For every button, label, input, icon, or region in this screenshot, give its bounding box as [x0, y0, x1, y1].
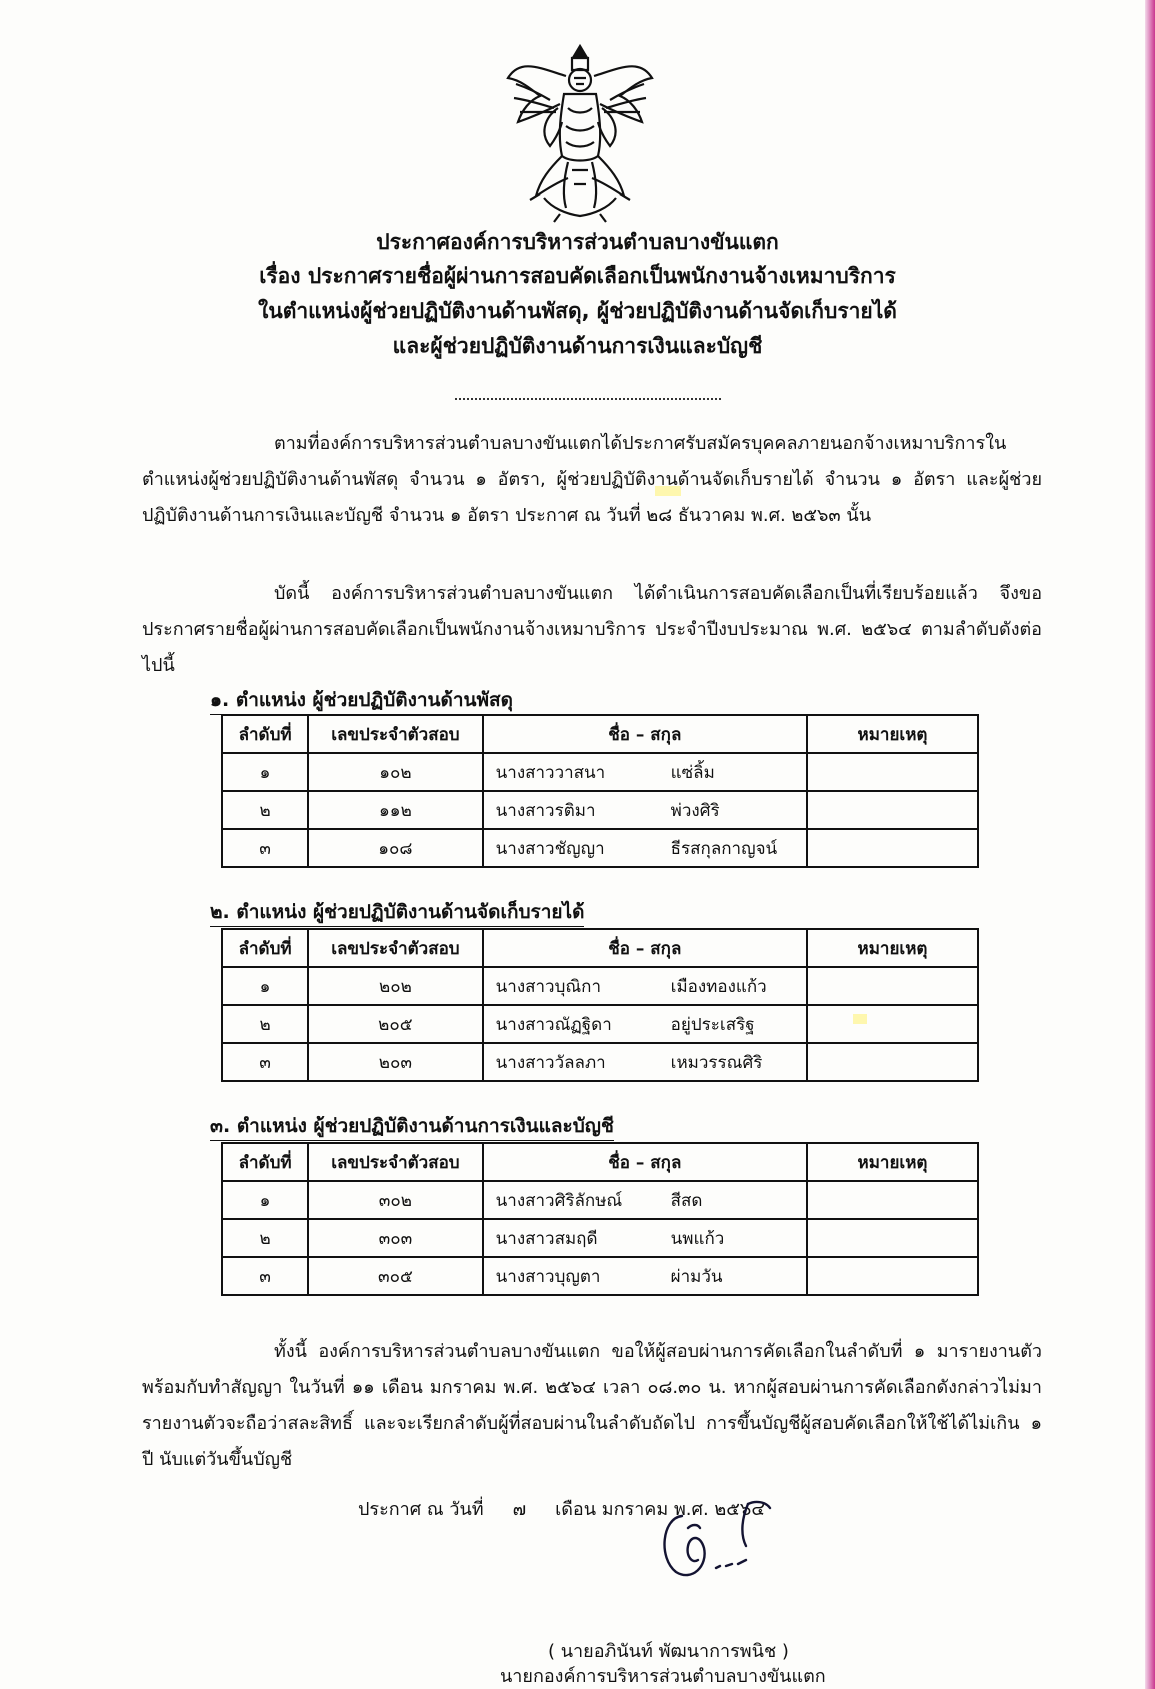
cell-remark: [807, 1181, 978, 1219]
table-row: [222, 829, 978, 867]
last-name: สีสด: [670, 1190, 703, 1211]
col-order: ลำดับที่: [222, 1143, 308, 1181]
table-row: [222, 1181, 978, 1219]
table-row: [222, 967, 978, 1005]
cell-order: ๒: [222, 791, 308, 829]
intro-text: ตามที่องค์การบริหารส่วนตำบลบางขันแตกได้ประกาศรับสมัครบุคคลภายนอกจ้างเหมาบริการในตำแหน่งผู้ช่วยปฏิบัติงานด้านพัสดุ จำนวน ๑ อัตรา, ผู้ช่วยปฏิบัติงานด้านจัดเก็บรายได้ จำนวน ๑ อัตรา และผู้ช่วยปฏิบัติงานด้านการเงินและบัญชี จำนวน ๑ อัตรา ประกาศ ณ วันที่ ๒๘ ธันวาคม พ.ศ. ๒๕๖๓ นั้น: [142, 433, 1042, 526]
announce-prefix: ประกาศ ณ วันที่: [358, 1499, 484, 1520]
last-name: เหมวรรณศิริ: [670, 1052, 763, 1073]
section-title-1: ๑. ตำแหน่ง ผู้ช่วยปฏิบัติงานด้านพัสดุ: [210, 686, 513, 715]
last-name: ธีรสกุลกาญจน์: [670, 838, 778, 859]
first-name: นางสาวชัญญา: [495, 838, 605, 859]
results-table-3: [221, 1142, 979, 1296]
cell-name: [483, 1181, 807, 1219]
cell-exam-id: ๑๐๒: [308, 753, 483, 791]
highlight-mark: [853, 1014, 867, 1024]
announce-day: ๗: [512, 1499, 527, 1520]
col-remark: หมายเหตุ: [807, 929, 978, 967]
cell-exam-id: ๓๐๓: [308, 1219, 483, 1257]
cell-remark: [807, 967, 978, 1005]
last-name: แซ่ลิ้ม: [670, 762, 715, 783]
last-name: นพแก้ว: [670, 1228, 725, 1249]
table-header-row: [222, 929, 978, 967]
first-name: นางสาวสมฤดี: [495, 1228, 598, 1249]
table-row: [222, 1043, 978, 1081]
cell-order: ๒: [222, 1219, 308, 1257]
col-order: ลำดับที่: [222, 929, 308, 967]
cell-name: [483, 1005, 807, 1043]
first-name: นางสาวศิริลักษณ์: [495, 1190, 623, 1211]
col-remark: หมายเหตุ: [807, 715, 978, 753]
cell-order: ๑: [222, 753, 308, 791]
last-name: พ่วงศิริ: [670, 800, 720, 821]
table-header-row: [222, 1143, 978, 1181]
cell-remark: [807, 1257, 978, 1295]
first-name: นางสาวรติมา: [495, 800, 596, 821]
table-row: [222, 1005, 978, 1043]
results-table-2: [221, 928, 979, 1082]
cell-remark: [807, 791, 978, 829]
cell-remark: [807, 1219, 978, 1257]
first-name: นางสาวบุณิกา: [495, 976, 601, 997]
cell-name: [483, 1219, 807, 1257]
last-name: ผ่ามวัน: [670, 1266, 723, 1287]
table-row: [222, 791, 978, 829]
section-title-2: ๒. ตำแหน่ง ผู้ช่วยปฏิบัติงานด้านจัดเก็บรายได้: [210, 898, 584, 927]
closing-paragraph: [142, 1334, 1042, 1478]
cell-exam-id: ๓๐๒: [308, 1181, 483, 1219]
cell-name: [483, 1257, 807, 1295]
announce-text: บัดนี้ องค์การบริหารส่วนตำบลบางขันแตก ได้ดำเนินการสอบคัดเลือกเป็นที่เรียบร้อยแล้ว จึงขอประกาศรายชื่อผู้ผ่านการสอบคัดเลือกเป็นพนักงานจ้างเหมาบริการ ประจำปีงบประมาณ พ.ศ. ๒๕๖๔ ตามลำดับดังต่อไปนี้: [142, 583, 1042, 676]
cell-remark: [807, 1043, 978, 1081]
garuda-emblem-icon: [500, 38, 660, 223]
cell-order: ๑: [222, 1181, 308, 1219]
first-name: นางสาววัลลภา: [495, 1052, 606, 1073]
cell-remark: [807, 1005, 978, 1043]
col-name: ชื่อ – สกุล: [483, 1143, 807, 1181]
table-row: [222, 1257, 978, 1295]
doc-title: ประกาศองค์การบริหารส่วนตำบลบางขันแตก: [376, 230, 779, 254]
cell-name: [483, 791, 807, 829]
col-exam-id: เลขประจำตัวสอบ: [308, 929, 483, 967]
col-name: ชื่อ – สกุล: [483, 929, 807, 967]
table-header-row: [222, 715, 978, 753]
cell-order: ๓: [222, 829, 308, 867]
closing-text: ทั้งนี้ องค์การบริหารส่วนตำบลบางขันแตก ขอให้ผู้สอบผ่านการคัดเลือกในลำดับที่ ๑ มารายงานตัวพร้อมกับทำสัญญา ในวันที่ ๑๑ เดือน มกราคม พ.ศ. ๒๕๖๔ เวลา ๐๘.๓๐ น. หากผู้สอบผ่านการคัดเลือกดังกล่าวไม่มารายงานตัวจะถือว่าสละสิทธิ์ และจะเรียกลำดับผู้ที่สอบผ่านในลำดับถัดไป การขึ้นบัญชีผู้สอบคัดเลือกให้ใช้ได้ไม่เกิน ๑ ปี นับแต่วันขึ้นบัญชี: [142, 1341, 1042, 1470]
cell-exam-id: ๓๐๕: [308, 1257, 483, 1295]
cell-exam-id: ๒๐๓: [308, 1043, 483, 1081]
cell-order: ๓: [222, 1257, 308, 1295]
cell-name: [483, 753, 807, 791]
signer-name: ( นายอภินันท์ พัฒนาการพนิช ): [548, 1641, 789, 1662]
section-title-3: ๓. ตำแหน่ง ผู้ช่วยปฏิบัติงานด้านการเงินและบัญชี: [210, 1112, 614, 1141]
table-row: [222, 1219, 978, 1257]
cell-name: [483, 1043, 807, 1081]
cell-exam-id: ๒๐๕: [308, 1005, 483, 1043]
col-order: ลำดับที่: [222, 715, 308, 753]
doc-positions: ในตำแหน่งผู้ช่วยปฏิบัติงานด้านพัสดุ, ผู้ช่วยปฏิบัติงานด้านจัดเก็บรายได้: [258, 299, 897, 323]
cell-exam-id: ๑๑๒: [308, 791, 483, 829]
cell-remark: [807, 753, 978, 791]
announce-year: ๒๕๖๔: [714, 1499, 765, 1520]
cell-order: ๓: [222, 1043, 308, 1081]
first-name: นางสาวบุญตา: [495, 1266, 601, 1287]
announce-paragraph: [142, 576, 1042, 684]
col-exam-id: เลขประจำตัวสอบ: [308, 715, 483, 753]
cell-order: ๑: [222, 967, 308, 1005]
intro-paragraph: [142, 426, 1042, 534]
doc-subject: เรื่อง ประกาศรายชื่อผู้ผ่านการสอบคัดเลือกเป็นพนักงานจ้างเหมาบริการ: [259, 264, 896, 288]
cell-name: [483, 829, 807, 867]
col-exam-id: เลขประจำตัวสอบ: [308, 1143, 483, 1181]
cell-name: [483, 967, 807, 1005]
signer-position: นายกองค์การบริหารส่วนตำบลบางขันแตก: [500, 1666, 826, 1687]
cell-order: ๒: [222, 1005, 308, 1043]
announce-month: เดือน มกราคม พ.ศ.: [555, 1499, 709, 1520]
first-name: นางสาววาสนา: [495, 762, 606, 783]
title-divider: [455, 398, 721, 400]
col-name: ชื่อ – สกุล: [483, 715, 807, 753]
cell-remark: [807, 829, 978, 867]
cell-exam-id: ๑๐๘: [308, 829, 483, 867]
first-name: นางสาวณัฏฐิดา: [495, 1014, 612, 1035]
handwritten-signature-icon: [652, 1488, 802, 1598]
last-name: เมืองทองแก้ว: [670, 976, 767, 997]
last-name: อยู่ประเสริฐ: [670, 1014, 755, 1035]
results-table-1: [221, 714, 979, 868]
table-row: [222, 753, 978, 791]
doc-positions-cont: และผู้ช่วยปฏิบัติงานด้านการเงินและบัญชี: [392, 334, 763, 358]
col-remark: หมายเหตุ: [807, 1143, 978, 1181]
cell-exam-id: ๒๐๒: [308, 967, 483, 1005]
